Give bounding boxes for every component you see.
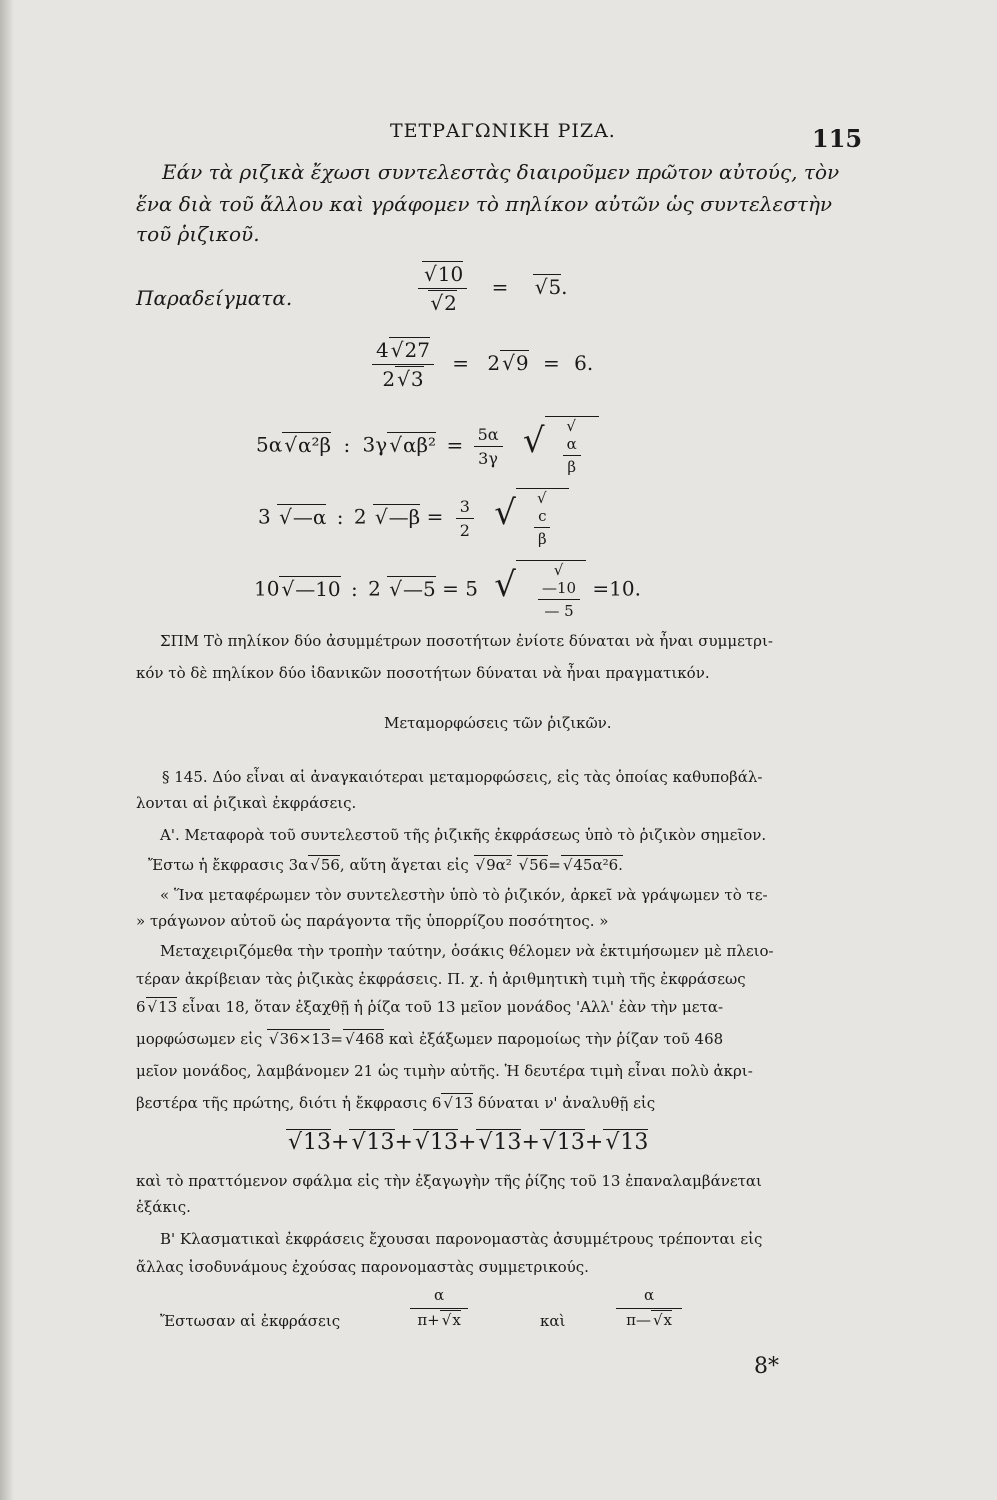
part-a-l1-equals: = bbox=[548, 856, 561, 874]
example-4-radical-fraction bbox=[516, 488, 569, 548]
part-a-p3-coef: 6 bbox=[136, 998, 146, 1016]
note-line-1: ΣΠΜ Τὸ πηλίκον δύο ἀσυμμέτρων ποσοτήτων ἐνίοτε δύναται νὰ ἦναι συμμετρι- bbox=[160, 632, 773, 650]
part-a-p6-radical: √ 13 bbox=[441, 1093, 473, 1112]
example-4-equals: = bbox=[426, 504, 444, 529]
part-a-l1-mid: , αὕτη ἄγεται εἰς bbox=[339, 856, 469, 874]
fraction-2-body bbox=[616, 1286, 682, 1329]
part-a-p6-text: δύναται ν' ἀναλυθῇ εἰς bbox=[477, 1094, 656, 1112]
example-4-fnum: 3 bbox=[456, 497, 474, 519]
part-a-para-8: ἑξάκις. bbox=[136, 1198, 191, 1216]
sum-term-4: √ 13 bbox=[476, 1129, 521, 1155]
quote-line-2: » τράγωνον αὐτοῦ ὡς παράγοντα τῆς ὑπορρίζου ποσότητος. » bbox=[136, 912, 609, 930]
part-a-p4-radical-1: √ 36×13 bbox=[267, 1029, 330, 1048]
page-number: 115 bbox=[812, 124, 863, 153]
part-a-para-5: μεῖον μονάδος, λαμβάνομεν 21 ὡς τιμὴν αὐτῆς. Ἡ δευτέρα τιμὴ εἶναι πολὺ ἀκρι- bbox=[136, 1062, 753, 1080]
example-4-radical-1: √ —α bbox=[277, 504, 326, 529]
example-3-fden: 3γ bbox=[478, 448, 498, 468]
sum-plus-2: + bbox=[394, 1130, 413, 1155]
part-a-p3-text: εἶναι 18, ὅταν ἐξαχθῇ ἡ ῥίζα τοῦ 13 μεῖον μονάδος 'Αλλ' ἐὰν τὴν μετα- bbox=[181, 998, 724, 1016]
part-a-l1-radical-2: √ 9α² bbox=[474, 855, 512, 874]
sum-term-5: √ 13 bbox=[540, 1129, 585, 1155]
part-a-line-1 bbox=[148, 856, 623, 874]
and-word: καὶ bbox=[540, 1312, 566, 1330]
fraction-2-den-radical: √ x bbox=[651, 1310, 672, 1329]
sum-term-6: √ 13 bbox=[603, 1129, 648, 1155]
fraction-1-den-a: π+ bbox=[417, 1311, 440, 1329]
part-a-p4-text: καὶ ἐξάξωμεν παρομοίως τὴν ῥίζαν τοῦ 468 bbox=[388, 1030, 724, 1048]
fraction-1-num: α bbox=[410, 1286, 468, 1309]
part-a-para-6 bbox=[136, 1094, 655, 1112]
example-2-equals: = bbox=[452, 351, 470, 375]
page-edge-shadow bbox=[0, 0, 14, 1500]
part-b-line-1: Β' Κλασματικαὶ ἐκφράσεις ἔχουσαι παρονομαστὰς ἀσυμμέτρους τρέπονται εἰς bbox=[160, 1230, 763, 1248]
quote-line-1: « Ἵνα μεταφέρωμεν τὸν συντελεστὴν ὑπὸ τὸ ῥιζικόν, ἀρκεῖ νὰ γράψωμεν τὸ τε- bbox=[160, 886, 768, 904]
fraction-1-body bbox=[410, 1286, 468, 1329]
example-2-result: √ 9 bbox=[500, 350, 528, 375]
example-3-rnum: √ α bbox=[563, 435, 581, 456]
fraction-2 bbox=[616, 1286, 682, 1329]
example-3 bbox=[256, 416, 599, 476]
part-a-p4-pre: μορφώσωμεν εἰς bbox=[136, 1030, 263, 1048]
example-4-radical-2: √ —β bbox=[373, 504, 420, 529]
part-a-para-7: καὶ τὸ πραττόμενον σφάλμα εἰς τὴν ἐξαγωγὴν τῆς ῥίζης τοῦ 13 ἐπαναλαμβάνεται bbox=[136, 1172, 762, 1190]
example-3-radical-sign: √ bbox=[522, 420, 545, 461]
part-a-para-2: τέραν ἀκρίβειαν τὰς ῥιζικὰς ἐκφράσεις. Π. χ. ἡ ἀριθμητικὴ τιμὴ τῆς ἐκφράσεως bbox=[136, 970, 746, 988]
example-5-equals-2: = bbox=[592, 576, 610, 601]
note-line-2: κόν τὸ δὲ πηλίκον δύο ἰδανικῶν ποσοτήτων δύναται νὰ ἦναι πραγματικόν. bbox=[136, 664, 710, 682]
example-5-coef-b: 2 bbox=[368, 576, 381, 601]
example-1-fraction bbox=[418, 262, 467, 315]
example-5-radical-2: √ —5 bbox=[387, 576, 435, 601]
part-a-p4-equals: = bbox=[330, 1030, 343, 1048]
example-2-final: 6. bbox=[574, 351, 594, 375]
example-4-rnum: √ c bbox=[534, 507, 550, 528]
examples-label: Παραδείγματα. bbox=[136, 286, 293, 310]
example-1-end: . bbox=[561, 275, 568, 299]
example-1-result: √ 5 bbox=[533, 274, 561, 299]
part-a-p6-pre: βεστέρα τῆς πρώτης, διότι ἡ ἔκφρασις 6 bbox=[136, 1094, 442, 1112]
example-5-divide: : bbox=[351, 576, 358, 601]
sum-of-radicals bbox=[286, 1130, 648, 1155]
intro-line-3: τοῦ ῥιζικοῦ. bbox=[136, 222, 260, 246]
fraction-2-den-a: π— bbox=[626, 1311, 651, 1329]
example-3-equals: = bbox=[446, 432, 464, 457]
part-a-l1-radical-3: √ 56 bbox=[517, 855, 549, 874]
para-145-line-1: § 145. Δύο εἶναι αἱ ἀναγκαιότεραι μεταμορφώσεις, εἰς τὰς ὁποίας καθυποβάλ- bbox=[162, 768, 763, 786]
example-5-rden: — 5 bbox=[544, 602, 574, 620]
example-4-rden: β bbox=[537, 530, 547, 548]
part-a-para-3 bbox=[136, 998, 723, 1016]
sum-plus-3: + bbox=[457, 1130, 477, 1155]
example-4-coef-fraction bbox=[456, 497, 474, 540]
sum-term-2: √ 13 bbox=[349, 1129, 394, 1155]
part-a-p3-radical: √ 13 bbox=[146, 997, 178, 1016]
example-5-radical-sign: √ bbox=[494, 564, 516, 605]
example-5-rnum: √ —10 bbox=[538, 579, 580, 600]
example-3-rden: β bbox=[567, 458, 576, 476]
example-3-coef-fraction bbox=[474, 425, 503, 468]
part-a-para-1: Μεταχειριζόμεθα τὴν τροπὴν ταύτην, ὁσάκις θέλομεν νὰ ἐκτιμήσωμεν μὲ πλειο- bbox=[160, 942, 774, 960]
example-5-final: 10. bbox=[609, 576, 641, 601]
part-b-line-3: Ἔστωσαν αἱ ἐκφράσεις bbox=[160, 1312, 341, 1330]
example-2-den-coef: 2 bbox=[382, 367, 396, 391]
example-1 bbox=[418, 262, 568, 315]
example-4 bbox=[258, 488, 569, 548]
example-2-fraction bbox=[372, 338, 434, 391]
example-3-radical-1: √ α²β bbox=[282, 432, 331, 457]
example-2-equals-2: = bbox=[543, 351, 560, 375]
example-4-coef-a: 3 bbox=[258, 504, 271, 529]
sum-term-1: √ 13 bbox=[286, 1129, 331, 1155]
example-1-den: √ 2 bbox=[428, 290, 456, 315]
section-title: Μεταμορφώσεις τῶν ῥιζικῶν. bbox=[384, 714, 612, 732]
part-a-heading: Α'. Μεταφορὰ τοῦ συντελεστοῦ τῆς ῥιζικῆς ἐκφράσεως ὑπὸ τὸ ῥιζικὸν σημεῖον. bbox=[160, 826, 767, 844]
example-1-num: √ 10 bbox=[422, 261, 463, 286]
intro-line-2: ἕνα διὰ τοῦ ἄλλου καὶ γράφομεν τὸ πηλίκον αὐτῶν ὡς συντελεστὴν bbox=[136, 192, 833, 216]
example-3-radical-fraction bbox=[545, 416, 599, 476]
example-5 bbox=[254, 560, 641, 620]
example-5-radical-fraction bbox=[516, 560, 586, 620]
example-2-den: √ 3 bbox=[395, 366, 423, 391]
example-2-result-coef: 2 bbox=[487, 351, 501, 375]
part-a-l1-pre: Ἔστω ἡ ἔκφρασις 3α bbox=[148, 856, 309, 874]
example-3-coef-a: 5α bbox=[256, 432, 283, 457]
example-1-equals: = bbox=[491, 275, 509, 299]
fraction-2-num: α bbox=[616, 1286, 682, 1309]
sum-plus-5: + bbox=[584, 1130, 604, 1155]
example-3-divide: : bbox=[343, 432, 351, 457]
example-2-num: √ 27 bbox=[389, 337, 430, 362]
example-4-fden: 2 bbox=[459, 520, 470, 540]
fraction-1-den-radical: √ x bbox=[440, 1310, 461, 1329]
sum-plus-4: + bbox=[521, 1130, 540, 1155]
fraction-1 bbox=[410, 1286, 468, 1329]
example-2 bbox=[372, 338, 593, 391]
part-b-line-2: ἄλλας ἰσοδυνάμους ἐχούσας παρονομαστὰς συμμετρικούς. bbox=[136, 1258, 589, 1276]
para-145-line-2: λονται αἱ ῥιζικαὶ ἐκφράσεις. bbox=[136, 794, 357, 812]
part-a-p4-radical-2: √ 468 bbox=[343, 1029, 384, 1048]
example-4-radical-sign: √ bbox=[494, 492, 516, 533]
example-3-radical-2: √ αβ² bbox=[387, 432, 436, 457]
sum-plus-1: + bbox=[331, 1130, 350, 1155]
part-a-l1-radical-4: √ 45α²6. bbox=[561, 855, 623, 874]
example-4-coef-b: 2 bbox=[353, 504, 367, 529]
running-title: ΤΕΤΡΑΓΩΝΙΚΗ ΡΙΖΑ. bbox=[390, 120, 616, 142]
signature-mark: 8* bbox=[754, 1354, 779, 1379]
example-3-coef-b: 3γ bbox=[362, 432, 388, 457]
example-5-coef-a: 10 bbox=[254, 576, 280, 601]
example-4-divide: : bbox=[336, 504, 344, 529]
intro-line-1: Εάν τὰ ριζικὰ ἔχωσι συντελεστὰς διαιροῦμεν πρῶτον αὐτούς, τὸν bbox=[162, 160, 840, 184]
example-3-fnum: 5α bbox=[474, 425, 503, 447]
part-a-para-4 bbox=[136, 1030, 723, 1048]
example-2-num-coef: 4 bbox=[376, 338, 389, 362]
example-5-coef-c: 5 bbox=[465, 576, 478, 601]
example-5-equals: = bbox=[442, 576, 459, 601]
sum-term-3: √ 13 bbox=[413, 1129, 458, 1155]
example-5-radical-1: √ —10 bbox=[279, 576, 340, 601]
part-a-l1-radical-1: √ 56 bbox=[308, 855, 340, 874]
